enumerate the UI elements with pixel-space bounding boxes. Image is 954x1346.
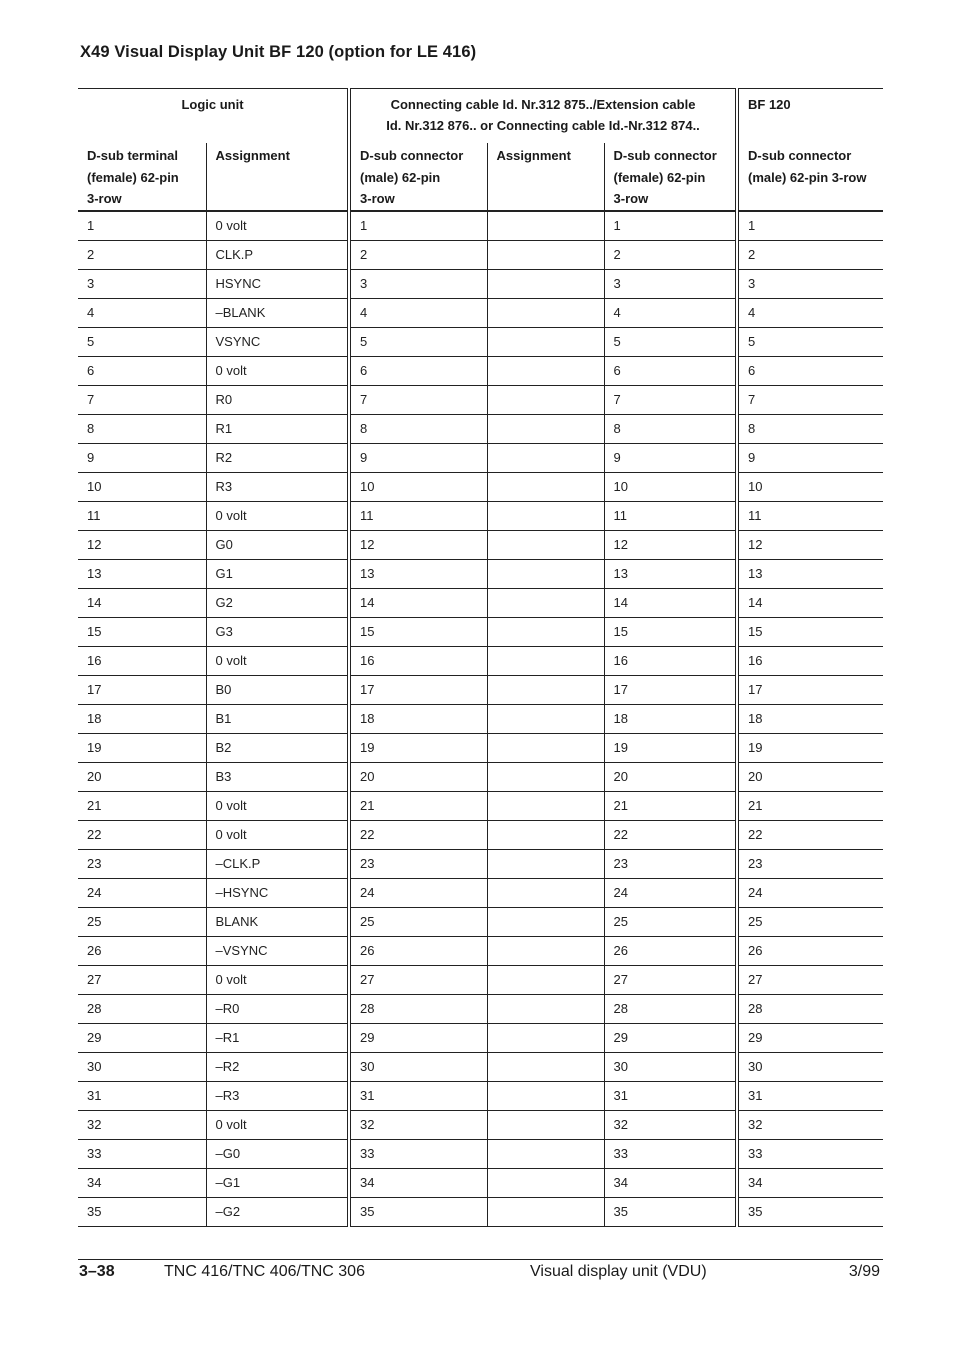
cell-bf120: 31 [737, 1081, 883, 1110]
cell-bf120: 1 [737, 211, 883, 241]
cell-cable-male: 34 [349, 1168, 487, 1197]
cell-cable-male: 12 [349, 530, 487, 559]
cell-bf120: 34 [737, 1168, 883, 1197]
cell-bf120: 24 [737, 878, 883, 907]
cell-cable-assignment [487, 327, 604, 356]
cell-assignment: 0 volt [206, 646, 349, 675]
cell-terminal: 18 [78, 704, 206, 733]
cell-cable-assignment [487, 1197, 604, 1226]
cell-cable-male: 29 [349, 1023, 487, 1052]
cell-cable-female: 12 [604, 530, 737, 559]
cell-cable-male: 2 [349, 240, 487, 269]
cell-cable-female: 28 [604, 994, 737, 1023]
col1-line2: (female) 62-pin [87, 169, 179, 185]
cell-cable-male: 26 [349, 936, 487, 965]
cell-bf120: 23 [737, 849, 883, 878]
cell-cable-assignment [487, 356, 604, 385]
cell-cable-assignment [487, 1168, 604, 1197]
cell-cable-assignment [487, 820, 604, 849]
cell-cable-male: 20 [349, 762, 487, 791]
cell-cable-assignment [487, 994, 604, 1023]
cell-cable-female: 19 [604, 733, 737, 762]
cell-cable-male: 24 [349, 878, 487, 907]
cell-cable-assignment [487, 617, 604, 646]
cell-terminal: 15 [78, 617, 206, 646]
cell-terminal: 6 [78, 356, 206, 385]
col-assignment-cable [487, 143, 604, 211]
cell-cable-assignment [487, 1139, 604, 1168]
footer-page-number: 3–38 [79, 1263, 115, 1280]
cell-bf120: 13 [737, 559, 883, 588]
bf120-header [737, 89, 883, 144]
cell-terminal: 9 [78, 443, 206, 472]
cell-cable-female: 20 [604, 762, 737, 791]
cell-cable-assignment [487, 472, 604, 501]
cell-cable-female: 30 [604, 1052, 737, 1081]
cell-terminal: 34 [78, 1168, 206, 1197]
cell-cable-male: 1 [349, 211, 487, 241]
cell-terminal: 23 [78, 849, 206, 878]
cell-cable-assignment [487, 704, 604, 733]
cell-cable-female: 6 [604, 356, 737, 385]
table-row [78, 269, 883, 298]
cell-cable-assignment [487, 443, 604, 472]
cell-terminal: 14 [78, 588, 206, 617]
col6-line2: (male) 62-pin 3-row [748, 169, 867, 185]
table-row [78, 1197, 883, 1226]
cell-terminal: 32 [78, 1110, 206, 1139]
table-row [78, 965, 883, 994]
cell-cable-female: 4 [604, 298, 737, 327]
cell-terminal: 10 [78, 472, 206, 501]
cell-assignment: 0 volt [206, 965, 349, 994]
col-dsub-connector-female [604, 143, 737, 211]
cell-terminal: 12 [78, 530, 206, 559]
table-row [78, 530, 883, 559]
cell-assignment: –HSYNC [206, 878, 349, 907]
cell-cable-assignment [487, 646, 604, 675]
cell-assignment: –R0 [206, 994, 349, 1023]
cell-assignment: 0 volt [206, 820, 349, 849]
cell-cable-male: 6 [349, 356, 487, 385]
col5-line1: D-sub connector [613, 148, 717, 163]
cell-cable-female: 33 [604, 1139, 737, 1168]
cell-assignment: B0 [206, 675, 349, 704]
cell-cable-male: 22 [349, 820, 487, 849]
cell-terminal: 26 [78, 936, 206, 965]
cell-cable-male: 3 [349, 269, 487, 298]
cell-terminal: 25 [78, 907, 206, 936]
page-footer [78, 1259, 883, 1280]
cell-assignment: G2 [206, 588, 349, 617]
col3-line3: 3-row [360, 191, 395, 206]
cell-cable-female: 22 [604, 820, 737, 849]
cell-cable-assignment [487, 385, 604, 414]
cell-terminal: 17 [78, 675, 206, 704]
cell-cable-male: 13 [349, 559, 487, 588]
col1-line3: 3-row [87, 191, 122, 206]
cell-bf120: 4 [737, 298, 883, 327]
cell-assignment: CLK.P [206, 240, 349, 269]
cell-assignment: –G0 [206, 1139, 349, 1168]
column-header-row [78, 143, 883, 211]
table-row [78, 298, 883, 327]
cell-cable-male: 15 [349, 617, 487, 646]
col3-line2: (male) 62-pin [360, 169, 441, 185]
table-row [78, 327, 883, 356]
cell-cable-female: 16 [604, 646, 737, 675]
logic-unit-header [78, 89, 349, 144]
cell-cable-female: 3 [604, 269, 737, 298]
table-row [78, 704, 883, 733]
table-row [78, 878, 883, 907]
cell-bf120: 10 [737, 472, 883, 501]
table-row [78, 501, 883, 530]
table-row [78, 791, 883, 820]
cell-cable-assignment [487, 1023, 604, 1052]
cell-cable-assignment [487, 675, 604, 704]
cell-cable-female: 2 [604, 240, 737, 269]
cell-bf120: 29 [737, 1023, 883, 1052]
table-row [78, 472, 883, 501]
cell-bf120: 22 [737, 820, 883, 849]
cell-cable-assignment [487, 936, 604, 965]
cell-cable-male: 16 [349, 646, 487, 675]
cell-bf120: 9 [737, 443, 883, 472]
table-row [78, 907, 883, 936]
cell-cable-female: 5 [604, 327, 737, 356]
cell-cable-male: 23 [349, 849, 487, 878]
cell-cable-assignment [487, 965, 604, 994]
cell-bf120: 30 [737, 1052, 883, 1081]
logic-unit-label: Logic unit [181, 97, 244, 112]
cell-cable-assignment [487, 791, 604, 820]
cell-terminal: 2 [78, 240, 206, 269]
cell-bf120: 2 [737, 240, 883, 269]
col-dsub-terminal [78, 143, 206, 211]
cell-assignment: B1 [206, 704, 349, 733]
cell-cable-assignment [487, 907, 604, 936]
cell-cable-assignment [487, 733, 604, 762]
cell-cable-male: 8 [349, 414, 487, 443]
cell-bf120: 17 [737, 675, 883, 704]
cell-assignment: R1 [206, 414, 349, 443]
cell-cable-male: 33 [349, 1139, 487, 1168]
table-row [78, 1110, 883, 1139]
cell-terminal: 20 [78, 762, 206, 791]
cell-cable-female: 25 [604, 907, 737, 936]
cell-cable-male: 10 [349, 472, 487, 501]
table-row [78, 1081, 883, 1110]
pin-rows [78, 211, 883, 1227]
cell-assignment: –G2 [206, 1197, 349, 1226]
cell-bf120: 7 [737, 385, 883, 414]
cell-cable-female: 31 [604, 1081, 737, 1110]
footer-model: TNC 416/TNC 406/TNC 306 [164, 1263, 365, 1280]
table-row [78, 1168, 883, 1197]
cell-cable-male: 27 [349, 965, 487, 994]
table-row [78, 820, 883, 849]
col4-label: Assignment [496, 148, 571, 163]
cell-terminal: 29 [78, 1023, 206, 1052]
cell-terminal: 27 [78, 965, 206, 994]
cell-assignment: –R2 [206, 1052, 349, 1081]
cell-cable-male: 9 [349, 443, 487, 472]
cell-cable-female: 11 [604, 501, 737, 530]
col2-label: Assignment [215, 148, 290, 163]
cell-bf120: 33 [737, 1139, 883, 1168]
cell-bf120: 15 [737, 617, 883, 646]
col-assignment-logic [206, 143, 349, 211]
cell-assignment: 0 volt [206, 211, 349, 241]
cell-cable-assignment [487, 1110, 604, 1139]
cell-cable-female: 9 [604, 443, 737, 472]
cell-assignment: –R1 [206, 1023, 349, 1052]
cable-header-line1: Connecting cable Id. Nr.312 875../Extension cable [390, 97, 696, 112]
cell-cable-assignment [487, 530, 604, 559]
cell-terminal: 4 [78, 298, 206, 327]
cell-bf120: 32 [737, 1110, 883, 1139]
cell-terminal: 8 [78, 414, 206, 443]
cell-assignment: G0 [206, 530, 349, 559]
cell-cable-male: 7 [349, 385, 487, 414]
cell-bf120: 11 [737, 501, 883, 530]
cell-bf120: 25 [737, 907, 883, 936]
table-row [78, 675, 883, 704]
cell-assignment: R3 [206, 472, 349, 501]
cell-terminal: 7 [78, 385, 206, 414]
cell-cable-assignment [487, 878, 604, 907]
cell-cable-female: 26 [604, 936, 737, 965]
cell-bf120: 6 [737, 356, 883, 385]
cell-cable-female: 23 [604, 849, 737, 878]
cell-bf120: 8 [737, 414, 883, 443]
cell-terminal: 21 [78, 791, 206, 820]
cell-cable-male: 19 [349, 733, 487, 762]
table-row [78, 414, 883, 443]
cell-terminal: 11 [78, 501, 206, 530]
cell-cable-female: 13 [604, 559, 737, 588]
cell-cable-male: 28 [349, 994, 487, 1023]
table-row [78, 240, 883, 269]
col3-line1: D-sub connector [360, 148, 464, 163]
table-row [78, 733, 883, 762]
cell-assignment: G1 [206, 559, 349, 588]
cell-cable-female: 15 [604, 617, 737, 646]
col1-line1: D-sub terminal [87, 148, 179, 163]
cell-bf120: 19 [737, 733, 883, 762]
cell-cable-female: 27 [604, 965, 737, 994]
cell-cable-assignment [487, 501, 604, 530]
cell-terminal: 24 [78, 878, 206, 907]
cell-cable-male: 32 [349, 1110, 487, 1139]
cell-cable-female: 21 [604, 791, 737, 820]
cell-cable-male: 35 [349, 1197, 487, 1226]
cell-cable-female: 10 [604, 472, 737, 501]
cell-cable-assignment [487, 211, 604, 241]
col5-line3: 3-row [613, 191, 649, 206]
cell-cable-male: 21 [349, 791, 487, 820]
table-row [78, 849, 883, 878]
cell-cable-assignment [487, 588, 604, 617]
table-row [78, 936, 883, 965]
cell-cable-assignment [487, 559, 604, 588]
cell-terminal: 19 [78, 733, 206, 762]
cell-terminal: 3 [78, 269, 206, 298]
cell-bf120: 35 [737, 1197, 883, 1226]
cell-terminal: 30 [78, 1052, 206, 1081]
cell-assignment: B2 [206, 733, 349, 762]
cell-cable-assignment [487, 298, 604, 327]
cell-assignment: R2 [206, 443, 349, 472]
cell-cable-assignment [487, 1052, 604, 1081]
table-row [78, 1052, 883, 1081]
cell-terminal: 5 [78, 327, 206, 356]
cell-cable-male: 31 [349, 1081, 487, 1110]
pin-assignment-table [78, 88, 883, 1227]
cell-cable-male: 14 [349, 588, 487, 617]
cell-cable-assignment [487, 849, 604, 878]
cell-cable-male: 18 [349, 704, 487, 733]
cell-cable-male: 17 [349, 675, 487, 704]
cable-header-line2: Id. Nr.312 876.. or Connecting cable Id.-Nr.312 874.. [386, 118, 700, 133]
cell-bf120: 3 [737, 269, 883, 298]
col-dsub-connector-male [349, 143, 487, 211]
cell-cable-assignment [487, 414, 604, 443]
cell-cable-assignment [487, 762, 604, 791]
table-row [78, 385, 883, 414]
cell-terminal: 22 [78, 820, 206, 849]
cell-cable-female: 32 [604, 1110, 737, 1139]
cell-assignment: G3 [206, 617, 349, 646]
cell-assignment: R0 [206, 385, 349, 414]
cell-assignment: VSYNC [206, 327, 349, 356]
col6-line1: D-sub connector [748, 148, 852, 163]
table-row [78, 646, 883, 675]
cell-cable-male: 4 [349, 298, 487, 327]
table-row [78, 559, 883, 588]
cell-assignment: 0 volt [206, 791, 349, 820]
cell-cable-female: 24 [604, 878, 737, 907]
cell-terminal: 31 [78, 1081, 206, 1110]
bf120-label: BF 120 [748, 97, 791, 112]
cell-assignment: 0 volt [206, 1110, 349, 1139]
cell-cable-male: 5 [349, 327, 487, 356]
cell-assignment: –BLANK [206, 298, 349, 327]
cell-cable-assignment [487, 1081, 604, 1110]
cell-cable-male: 11 [349, 501, 487, 530]
cell-bf120: 27 [737, 965, 883, 994]
cell-cable-male: 30 [349, 1052, 487, 1081]
cell-cable-female: 17 [604, 675, 737, 704]
cell-assignment: –R3 [206, 1081, 349, 1110]
cell-terminal: 35 [78, 1197, 206, 1226]
table-row [78, 588, 883, 617]
group-header-row [78, 89, 883, 144]
col5-line2: (female) 62-pin [613, 169, 706, 185]
page-title: X49 Visual Display Unit BF 120 (option for LE 416) [80, 43, 477, 61]
cell-cable-female: 7 [604, 385, 737, 414]
cell-bf120: 26 [737, 936, 883, 965]
cell-assignment: –VSYNC [206, 936, 349, 965]
cell-terminal: 1 [78, 211, 206, 241]
cell-assignment: B3 [206, 762, 349, 791]
cell-cable-assignment [487, 269, 604, 298]
cell-cable-assignment [487, 240, 604, 269]
cell-assignment: 0 volt [206, 501, 349, 530]
cell-assignment: –G1 [206, 1168, 349, 1197]
cell-bf120: 28 [737, 994, 883, 1023]
cell-cable-female: 14 [604, 588, 737, 617]
cell-assignment: –CLK.P [206, 849, 349, 878]
cell-bf120: 18 [737, 704, 883, 733]
cell-cable-female: 34 [604, 1168, 737, 1197]
cell-bf120: 12 [737, 530, 883, 559]
table-row [78, 1139, 883, 1168]
cell-bf120: 21 [737, 791, 883, 820]
cell-bf120: 20 [737, 762, 883, 791]
cable-header [349, 89, 737, 144]
cell-cable-female: 8 [604, 414, 737, 443]
cell-cable-female: 1 [604, 211, 737, 241]
cell-bf120: 16 [737, 646, 883, 675]
table-row [78, 211, 883, 241]
cell-cable-female: 29 [604, 1023, 737, 1052]
table-row [78, 762, 883, 791]
footer-section: Visual display unit (VDU) [530, 1263, 707, 1280]
col-bf120-connector [737, 143, 883, 211]
cell-terminal: 28 [78, 994, 206, 1023]
table-row [78, 617, 883, 646]
cell-terminal: 33 [78, 1139, 206, 1168]
table-row [78, 1023, 883, 1052]
cell-assignment: BLANK [206, 907, 349, 936]
cell-terminal: 16 [78, 646, 206, 675]
table-row [78, 443, 883, 472]
cell-cable-female: 18 [604, 704, 737, 733]
table-row [78, 994, 883, 1023]
cell-cable-female: 35 [604, 1197, 737, 1226]
table-row [78, 356, 883, 385]
footer-date: 3/99 [848, 1263, 880, 1280]
cell-assignment: HSYNC [206, 269, 349, 298]
cell-cable-male: 25 [349, 907, 487, 936]
cell-terminal: 13 [78, 559, 206, 588]
cell-assignment: 0 volt [206, 356, 349, 385]
cell-bf120: 14 [737, 588, 883, 617]
cell-bf120: 5 [737, 327, 883, 356]
